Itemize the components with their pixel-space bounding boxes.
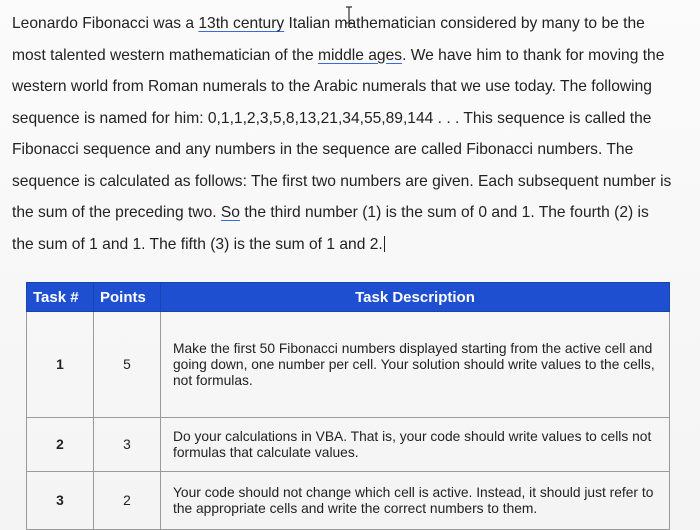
intro-line: the sum of 1 and 1. The fifth (3) is the sum of 1 and 2. xyxy=(12,235,383,253)
task-number: 1 xyxy=(27,312,94,418)
table-row xyxy=(27,472,670,530)
underlined-term: So xyxy=(220,204,240,221)
table-row xyxy=(27,418,670,472)
text-caret xyxy=(384,236,385,252)
table-row xyxy=(27,312,670,418)
task-points: 2 xyxy=(94,472,161,530)
task-points: 3 xyxy=(94,418,161,472)
intro-line: most talented western mathematician of the middle ages. We have him to thank for moving the xyxy=(12,46,665,64)
task-description: Your code should not change which cell is active. Instead, it should just refer to the appropriate cells and write the correct numbers to them. xyxy=(161,472,670,530)
intro-line: the sum of the preceding two. So the third number (1) is the sum of 0 and 1. The fourth (2) is xyxy=(12,204,649,221)
underlined-term: 13th century xyxy=(198,15,285,32)
intro-line: sequence is named for him: 0,1,1,2,3,5,8,13,21,34,55,89,144 . . . This sequence is called the xyxy=(12,109,652,127)
header-task: Task # xyxy=(27,283,94,312)
header-description: Task Description xyxy=(161,283,670,312)
intro-line: western world from Roman numerals to the Arabic numerals that we use today. The following xyxy=(12,78,652,95)
underlined-term: middle ages xyxy=(317,46,403,64)
intro-line: sequence is calculated as follows: The first two numbers are given. Each subsequent number is xyxy=(12,172,672,190)
task-points: 5 xyxy=(94,312,161,418)
task-number: 2 xyxy=(27,418,94,472)
intro-paragraph xyxy=(12,8,692,260)
task-description: Make the first 50 Fibonacci numbers displayed starting from the active cell and going down, one number per cell. Your solution should write values to the cells, not formulas. xyxy=(161,312,670,418)
table-header-row xyxy=(27,283,670,312)
task-number: 3 xyxy=(27,472,94,530)
task-table xyxy=(26,282,670,530)
task-description: Do your calculations in VBA. That is, your code should write values to cells not formulas that calculate values. xyxy=(161,418,670,472)
intro-line: Leonardo Fibonacci was a 13th century Italian mathematician considered by many to be the xyxy=(12,15,645,32)
intro-line: Fibonacci sequence and any numbers in the sequence are called Fibonacci numbers. The xyxy=(12,141,634,158)
header-points: Points xyxy=(94,283,161,312)
